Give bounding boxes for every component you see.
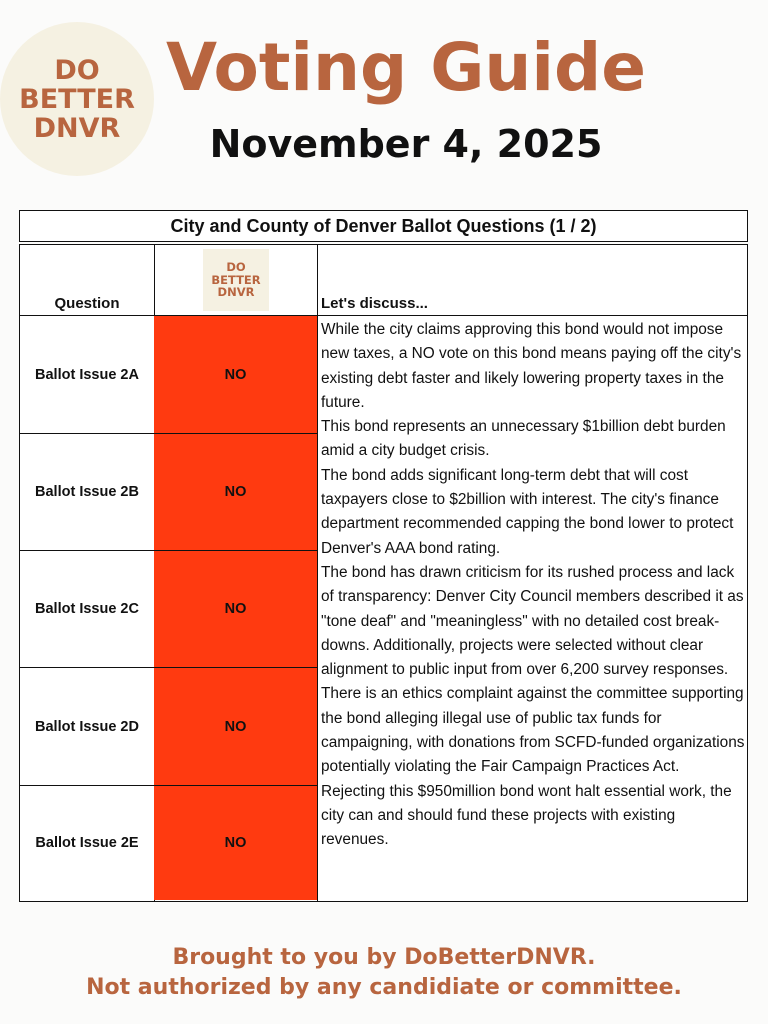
footer-credit: Brought to you by DoBetterDNVR. [172, 945, 596, 970]
logo-line-2: BETTER [211, 272, 261, 287]
ballot-question-2e: Ballot Issue 2E [35, 835, 139, 851]
logo-line-1: DO [226, 260, 246, 275]
discussion-paragraph: The bond has drawn criticism for its rushed process and lack of transparency: Denver City Council members described it as "tone deaf" and "meaningless" with no detailed cost break-downs. Additionally, projects were selected without clear alignment to public input from over 6,200 survey responses. [321, 563, 744, 679]
election-date: November 4, 2025 [209, 122, 603, 166]
table-header-row [20, 245, 747, 316]
logo-line-3: DNVR [33, 112, 121, 144]
page-title: Voting Guide [166, 29, 646, 106]
discussion-paragraph: While the city claims approving this bond would not impose new taxes, a NO vote on this bond means paying off the city's existing debt faster and likely lowering property taxes in the future. [321, 321, 742, 411]
vote-recommendation-2d: NO [154, 668, 317, 786]
discussion-paragraph: The bond adds significant long-term debt that will cost taxpayers close to $2billion with interest. The city's finance department recommended capping the bond lower to protect Denver's AAA bond rating. [321, 466, 734, 557]
column-header-question: Question [54, 295, 120, 312]
vote-recommendation-2b: NO [154, 434, 317, 551]
column-header-discussion: Let's discuss... [321, 295, 428, 312]
section-title: City and County of Denver Ballot Questions (1 / 2) [19, 210, 748, 242]
discussion-paragraph: This bond represents an unnecessary $1billion debt burden amid a city budget crisis. [321, 418, 726, 460]
column-header-logo [203, 249, 269, 311]
brand-logo [0, 22, 154, 176]
logo-line-2: BETTER [19, 83, 135, 115]
logo-line-1: DO [54, 54, 100, 86]
ballot-question-2c: Ballot Issue 2C [20, 551, 154, 668]
footer-disclaimer: Not authorized by any candidiate or committee. [86, 975, 682, 1000]
discussion-text [321, 318, 745, 853]
logo-line-3: DNVR [217, 285, 255, 300]
ballot-table [19, 244, 748, 902]
vote-recommendation-2c: NO [154, 551, 317, 668]
ballot-question-2b: Ballot Issue 2B [20, 434, 154, 551]
ballot-question-2a: Ballot Issue 2A [20, 316, 154, 434]
discussion-paragraph: There is an ethics complaint against the committee supporting the bond alleging illegal use of public tax funds for campaigning, with donations from SCFD-funded organizations potentially violating the Fair Campaign Practices Act. [321, 685, 745, 776]
column-divider [317, 245, 318, 901]
vote-recommendation-2e: NO [154, 786, 317, 900]
vote-recommendation-2a: NO [154, 316, 317, 434]
footer [0, 943, 768, 1003]
ballot-question-2d: Ballot Issue 2D [20, 668, 154, 786]
discussion-paragraph: Rejecting this $950million bond wont halt essential work, the city can and should fund these projects with existing revenues. [321, 782, 732, 849]
